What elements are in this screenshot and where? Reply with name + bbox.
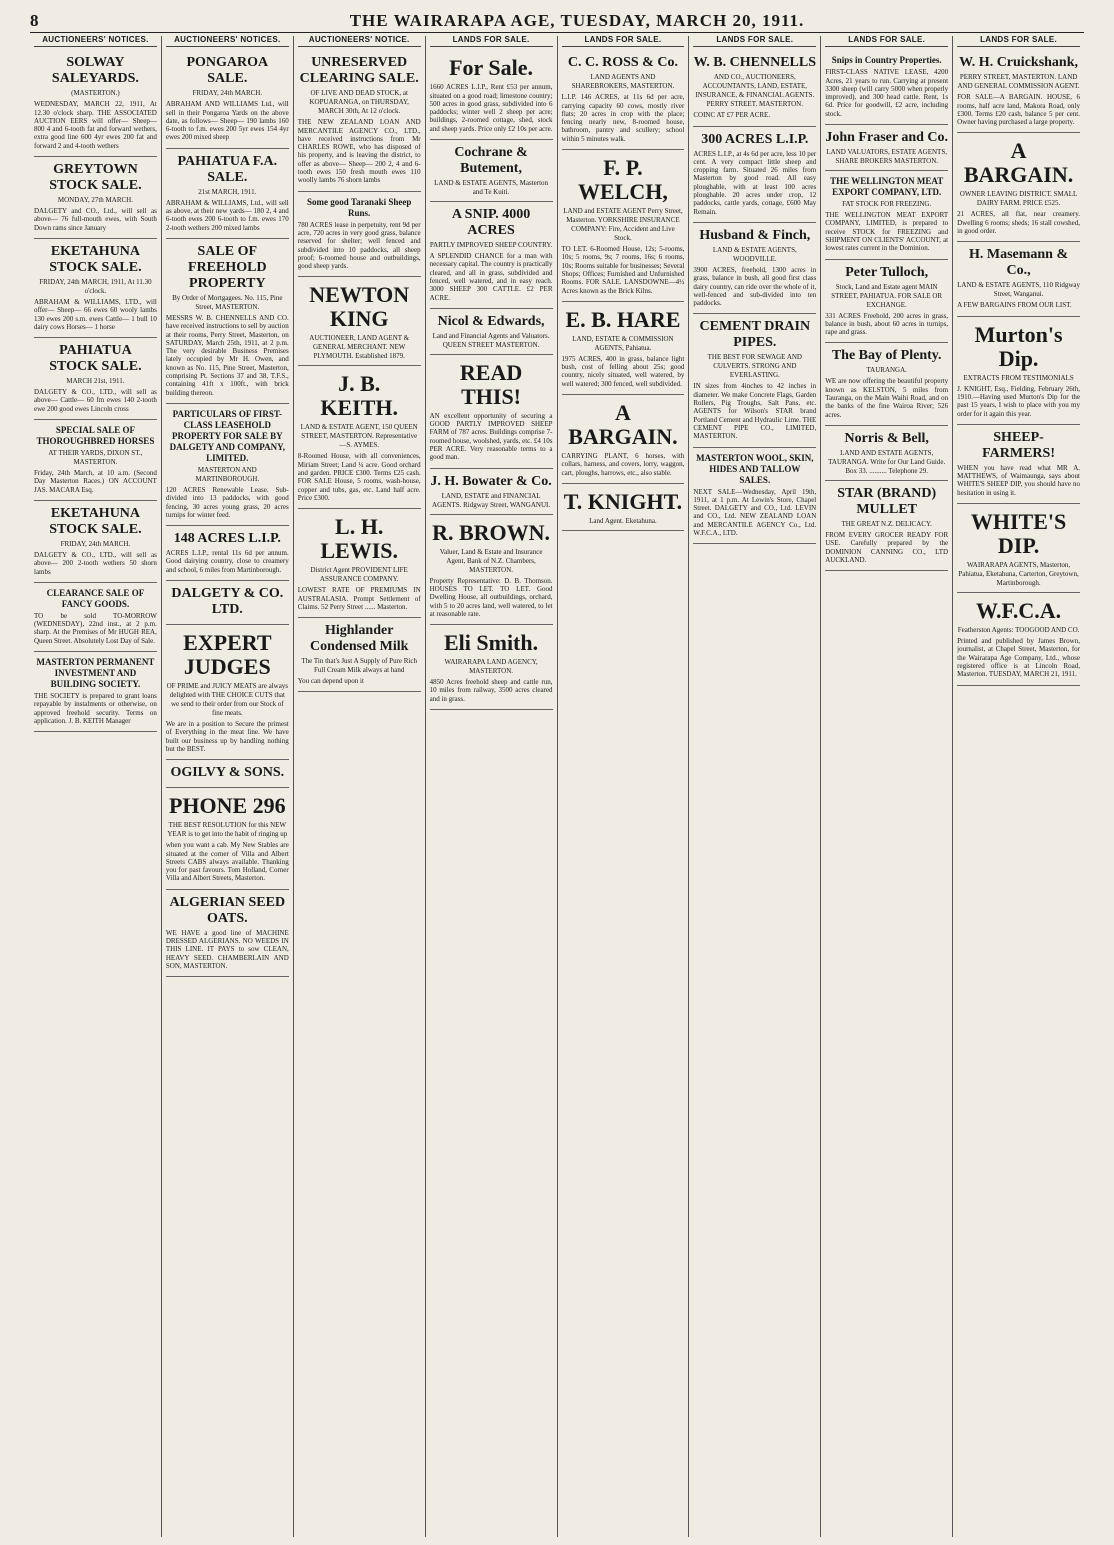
ad-body: You can depend upon it: [297, 677, 364, 686]
ad-body: COINC AT £7 PER ACRE.: [693, 111, 771, 120]
advertisement: [825, 260, 948, 344]
advertisement: [693, 127, 816, 223]
ad-body: Property Representative: D. B. Thomson. HOUSES TO LET. TO LET. Good Dwelling House, all outbuildings, orchard, with 5 to 20 acres land, well watered, to let at reasonable rate.: [429, 576, 553, 618]
ad-subheading: Land and Financial Agents and Valuators. QUEEN STREET MASTERTON.: [432, 331, 550, 349]
ad-heading: W.F.C.A.: [975, 598, 1062, 624]
ad-heading: Highlander Condensed Milk: [309, 623, 409, 655]
advertisement: [298, 50, 421, 191]
advertisement: [825, 50, 948, 125]
ad-body: L.I.P. 146 ACRES, at 11s 6d per acre, carrying capacity 60 cows, mostly river flats; 20 acres in crop with the place; fencing nearly new, 8-roomed house, bathroom, pantry and scullery; school within 5 minutes walk.: [561, 93, 685, 143]
ad-subheading: Featherston Agents: TOOGOOD AND CO.: [957, 626, 1080, 635]
ad-subheading: OWNER LEAVING DISTRICT. SMALL DAIRY FARM. PRICE £525.: [959, 190, 1078, 208]
advertisement: [34, 338, 157, 420]
ad-heading: Snips in Country Properties.: [831, 55, 942, 66]
ad-heading: A BARGAIN.: [568, 400, 678, 450]
advertisement: [957, 504, 1080, 593]
ad-body: Friday, 24th March, at 10 a.m. (Second Day Masterton Races.) ON ACCOUNT JAS. MACARA Esq.: [34, 469, 157, 494]
ad-subheading: PARTLY IMPROVED SHEEP COUNTRY.: [429, 241, 553, 250]
ad-body: LOWEST RATE OF PREMIUMS IN AUSTRALASIA. Prompt Settlement of Claims. 52 Perry Street ...... Masterton.: [297, 586, 421, 611]
ad-body: WE HAVE a good line of MACHINE DRESSED ALGERIANS. NO WEEDS IN THIS LINE. IT PAYS to sow CLEAN, HEAVY SEED. CHAMBERLAIN AND SON, MASTERTON.: [165, 928, 289, 970]
ad-body: THE WELLINGTON MEAT EXPORT COMPANY, LIMITED, is prepared to receive STOCK for FREEZING and SHIPMENT ON CLIENTS' ACCOUNT, at lowest rates current in the Dominion.: [825, 211, 949, 253]
ad-body: A SPLENDID CHANCE for a man with necessary capital. The country is practically cleared, and all in grass, subdivided and fenced, well watered, and in easy reach. 3000 SHEEP 300 CATTLE. £2 PER ACRE.: [429, 252, 553, 302]
ad-subheading: AND CO., AUCTIONEERS, ACCOUNTANTS, LAND, ESTATE, INSURANCE, & FINANCIAL AGENTS. PERRY STREET. MASTERTON.: [695, 73, 815, 109]
advertisement: [957, 425, 1080, 504]
ad-heading: WHITE'S DIP.: [970, 509, 1067, 559]
advertisement: [166, 404, 289, 526]
ad-body: Printed and published by James Brown, journalist, at Chapel Street, Masterton, for the Wairarapa Age Company, Ltd., whose registered office is at Lincoln Road, Masterton. TUESDAY, MARCH 21, 1911.: [957, 637, 1080, 679]
ad-heading: W. H. Cruickshank,: [959, 55, 1079, 71]
advertisement: [430, 625, 553, 710]
advertisement: [430, 355, 553, 469]
ad-subheading: THE BEST RESOLUTION for this NEW YEAR is to get into the habit of ringing up: [167, 821, 288, 839]
ad-body: ACRES L.I.P., at 4s 6d per acre, less 10 per cent. A very compact little sheep and cropping farm. Situated 26 miles from Masterton by good road. All easy ploughable, with at least 100 acres ploughable. 20 acres under crop, 12 paddocks, cattle yards, cottage, £600 May Remain.: [693, 149, 817, 216]
ad-body: 4850 Acres freehold sheep and cattle run, 10 miles from railway, 3500 acres cleared and in grass.: [429, 678, 553, 703]
ad-heading: Cochrane & Butement,: [454, 145, 528, 177]
advertisement: [298, 618, 421, 692]
ad-subheading: WAIRARAPA LAND AGENCY, MASTERTON.: [444, 658, 538, 676]
ad-subheading: LAND & ESTATE AGENTS, WOODVILLE.: [712, 245, 797, 263]
advertisement: [166, 788, 289, 889]
column: [294, 36, 426, 1537]
ad-subheading: OF LIVE AND DEAD STOCK, at KOPUARANGA, on THURSDAY, MARCH 30th, At 12 o'clock.: [309, 89, 409, 116]
ad-heading: 300 ACRES L.I.P.: [701, 131, 809, 147]
ad-subheading: Land Agent. Eketahuna.: [589, 516, 657, 525]
ad-heading: EKETAHUNA STOCK SALE.: [49, 505, 142, 537]
ad-subheading: (MASTERTON.): [71, 89, 120, 98]
ad-subheading: MONDAY, 27th MARCH.: [57, 196, 133, 205]
masthead: [30, 10, 1084, 33]
ad-body: WEDNESDAY, MARCH 22, 1911, At 12.30 o'clock sharp. THE ASSOCIATED AUCTION EERS will offer— Sheep— 800 4 and 6-tooth fat and forward wethers, extra good line 600 4yr ewes 200 fat and forward 2 and 4-tooth wethers: [34, 100, 157, 150]
advertisement: [430, 515, 553, 625]
column: [162, 36, 294, 1537]
advertisement: [693, 448, 816, 545]
advertisement: [957, 50, 1080, 133]
advertisement: [166, 239, 289, 404]
ad-body: AN excellent opportunity of securing a GOOD PARTLY IMPROVED SHEEP FARM of 787 acres. Buildings comprise 7-roomed house, woolshed, yards, etc. £4 10s PER ACRE. Very reasonable terms to a good man.: [429, 411, 553, 462]
advertisement: [166, 760, 289, 788]
ad-heading: E. B. HARE: [565, 306, 681, 332]
ad-body: ABRAHAM & WILLIAMS, Ltd., will sell as above, at their new yards— 180 2, 4 and 6-tooth ewes 200 6-tooth to f.m. ewes 170 2-tooth wethers 200 mixed lambs: [165, 198, 289, 232]
advertisement: [298, 366, 421, 509]
ad-heading: OGILVY & SONS.: [170, 765, 285, 781]
ad-heading: CEMENT DRAIN PIPES.: [699, 319, 811, 351]
advertisement: [825, 426, 948, 481]
ad-subheading: LAND & ESTATE AGENTS, Masterton and Te Kuiti.: [434, 179, 549, 197]
ad-body: 780 ACRES lease in perpetuity, rent 9d per acre, 720 acres in very good grass, balance reserved for shelter; well fenced and subdivided into 10 paddocks, all sheep proof; 6-roomed house and outbuildings, good sheep yards.: [297, 220, 421, 271]
ad-subheading: FRIDAY, 24th MARCH.: [60, 539, 131, 548]
ad-body: J. KNIGHT, Esq., Fielding, February 26th, 1910.—Having used Murton's Dip for the past 15 years, I wish to place with you my order for it again this year.: [957, 384, 1080, 418]
ad-heading: L. H. LEWIS.: [320, 514, 399, 564]
ad-heading: UNRESERVED CLEARING SALE.: [299, 55, 419, 87]
advertisement: [166, 890, 289, 977]
ad-body: We are in a position to Secure the primest of Everything in the meat line. We have built our business up by handling nothing but the BEST.: [165, 720, 289, 753]
ad-heading: SHEEP-FARMERS!: [982, 429, 1055, 461]
ad-subheading: LAND, ESTATE and FINANCIAL AGENTS. Ridgway Street, WANGANUI.: [432, 491, 551, 509]
column: [689, 36, 821, 1537]
ad-heading: John Fraser and Co.: [825, 130, 949, 146]
advertisement: [562, 150, 685, 302]
advertisement: [825, 343, 948, 425]
ad-subheading: LAND and ESTATE AGENT Perry Street, Masterton. YORKSHIRE INSURANCE COMPANY: Fire, Accident and Live Stock.: [563, 207, 683, 243]
ad-subheading: FAT STOCK FOR FREEZING.: [842, 200, 932, 209]
ad-heading: PAHIATUA STOCK SALE.: [49, 343, 142, 375]
advertisement: [430, 50, 553, 140]
advertisement: [34, 239, 157, 338]
page-number: 8: [30, 11, 39, 30]
ad-heading: Nicol & Edwards,: [437, 313, 545, 329]
column-header: AUCTIONEERS' NOTICES.: [34, 36, 157, 47]
ad-subheading: FRIDAY, 24th MARCH.: [192, 89, 263, 98]
ad-subheading: The Tin that's Just A Supply of Pure Rich Full Cream Milk always at hand: [301, 657, 417, 675]
ad-heading: Murton's Dip.: [974, 321, 1063, 371]
paper-title: THE WAIRARAPA AGE, TUESDAY, MARCH 20, 1911.: [349, 11, 805, 30]
ad-subheading: LAND VALUATORS, ESTATE AGENTS, SHARE BROKERS MASTERTON.: [826, 148, 947, 166]
advertisement: [693, 50, 816, 126]
ad-subheading: District Agent PROVIDENT LIFE ASSURANCE COMPANY.: [310, 566, 408, 584]
ad-subheading: AT THEIR YARDS, DIXON ST., MASTERTON.: [48, 449, 143, 467]
ad-body: ACRES L.I.P., rental 11s 6d per annum. Good dairying country, close to creamery and school, 6 miles from Martinborough.: [165, 549, 289, 574]
advertisement: [430, 140, 553, 202]
advertisement: [34, 501, 157, 583]
column: [821, 36, 953, 1537]
column-header: LANDS FOR SALE.: [957, 36, 1080, 47]
columns: [30, 36, 1084, 1537]
ad-body: A FEW BARGAINS FROM OUR LIST.: [957, 301, 1072, 310]
ad-subheading: MASTERTON AND MARTINBOROUGH.: [195, 465, 260, 483]
ad-body: DALGETY & CO., LTD., will sell as above— Cattle— 60 fm ewes 140 2-tooth ewe 200 good ewes Lincoln cross: [34, 388, 157, 413]
advertisement: [430, 202, 553, 309]
ad-body: 331 ACRES Freehold, 200 acres in grass, balance in bush, about 60 acres in turnips, rape and grass.: [825, 311, 949, 337]
ad-heading: The Bay of Plenty.: [831, 348, 942, 364]
ad-subheading: OF PRIME and JUICY MEATS are always delighted with THE CHOICE CUTS that we send to their order from our Stock of fine meats.: [166, 682, 289, 718]
ad-subheading: Valuer, Land & Estate and Insurance Agent, Bank of N.Z. Chambers, MASTERTON.: [439, 547, 543, 574]
ad-body: CARRYING PLANT, 6 horses, with collars, harness, and covers, lorry, waggon, cart, ploughs, harrows, etc., also stable.: [561, 452, 685, 477]
ad-subheading: FRIDAY, 24th MARCH, 1911, At 11.30 o'clock.: [39, 277, 152, 295]
ad-subheading: THE GREAT N.Z. DELICACY.: [841, 519, 932, 528]
ad-body: TO be sold TO-MORROW (WEDNESDAY), 22nd inst., at 2 p.m. sharp. At the Premises of Mr HUGH REA, Queen Street. Absolutely Lost Day of Sale.: [34, 611, 157, 645]
advertisement: [166, 50, 289, 148]
advertisement: [34, 157, 157, 239]
ad-body: 8-Roomed House, with all conveniences, Miriam Street; Land ¼ acre. Good orchard and garden. PRICE £300. Terms £25 cash. FOR SALE House, 5 rooms, wash-house, copper and tubs, gas, etc. Land half acre. Price £300.: [297, 452, 421, 502]
column: [426, 36, 558, 1537]
ad-body: 21 ACRES, all flat, near creamery. Dwelling 6 rooms; sheds; 16 stall cowshed, in good order.: [957, 210, 1080, 236]
ad-heading: READ THIS!: [459, 359, 523, 409]
ad-heading: PONGAROA SALE.: [186, 55, 269, 87]
ad-heading: Eli Smith.: [443, 630, 539, 656]
advertisement: [430, 469, 553, 515]
advertisement: [34, 50, 157, 157]
advertisement: [562, 484, 685, 531]
ad-body: NEXT SALE—Wednesday, April 19th, 1911, at 1 p.m. At Lewin's Store, Chapel Street. DALGETY and CO., Ltd. LEVIN and CO., Ltd. NEW ZEALAND LOAN and MERCANTILE AGENCY Co., Ltd. W.F.C.A., LTD.: [693, 487, 817, 538]
ad-heading: ALGERIAN SEED OATS.: [169, 894, 286, 926]
ad-heading: T. KNIGHT.: [563, 488, 683, 514]
advertisement: [562, 50, 685, 150]
ad-heading: Peter Tulloch,: [845, 264, 929, 280]
ad-heading: SOLWAY SALEYARDS.: [51, 55, 139, 87]
advertisement: [825, 481, 948, 571]
ad-body: DALGETY & CO., LTD., will sell as above— 200 2-tooth wethers 50 shorn lambs: [34, 550, 157, 576]
ad-heading: R. BROWN.: [432, 519, 551, 545]
ad-subheading: MARCH 21st, 1911.: [66, 377, 125, 386]
ad-heading: Husband & Finch,: [699, 227, 811, 243]
ad-body: 1975 ACRES, 400 in grass, balance light bush, cost of felling about 25s; good country, nicely situated, well watered, by well watered; 300 fenced, well subdivided.: [561, 354, 685, 388]
ad-heading: PAHIATUA F.A. SALE.: [177, 153, 278, 185]
ad-subheading: Stock, Land and Estate agent MAIN STREET, PAHIATUA. FOR SALE OR EXCHANGE.: [831, 282, 943, 309]
advertisement: [693, 223, 816, 314]
ad-heading: W. B. CHENNELLS: [693, 55, 817, 71]
advertisement: [166, 625, 289, 760]
ad-body: 120 ACRES Renewable Lease. Sub-divided into 13 paddocks, with good fencing, 30 acres young grass, 20 acres turnips for winter feed.: [165, 485, 289, 519]
ad-heading: SPECIAL SALE OF THOROUGHBRED HORSES: [36, 425, 155, 447]
ad-heading: J. H. Bowater & Co.: [430, 473, 552, 489]
ad-heading: F. P. WELCH,: [578, 155, 668, 205]
ad-subheading: EXTRACTS FROM TESTIMONIALS: [963, 373, 1074, 382]
ad-subheading: LAND, ESTATE & COMMISSION AGENTS, Pahiatua.: [572, 334, 674, 352]
ad-body: IN sizes from 4inches to 42 inches in diameter. We make Concrete Flags, Garden Rollers, Pig Troughs, Salt Pans, etc. AGENTS for Wilson's STAR brand Portland Cement and Hydraulic Lime. THE CEMENT PIPE CO., LIMITED, MASTERTON.: [693, 382, 817, 441]
advertisement: [562, 395, 685, 484]
column-header: LANDS FOR SALE.: [430, 36, 553, 47]
ad-heading: CLEARANCE SALE OF FANCY GOODS.: [46, 587, 145, 609]
ad-heading: A SNIP. 4000 ACRES: [451, 207, 531, 239]
ad-heading: Norris & Bell,: [844, 430, 929, 446]
advertisement: [298, 509, 421, 618]
ad-heading: PARTICULARS OF FIRST-CLASS LEASEHOLD PROPERTY FOR SALE BY DALGETY AND COMPANY, LIMITED.: [169, 408, 286, 463]
ad-subheading: AUCTIONEER, LAND AGENT & GENERAL MERCHANT. NEW PLYMOUTH. Established 1879.: [309, 334, 410, 361]
ad-subheading: WAIRARAPA AGENTS, Masterton, Pahiatua, Eketahuna, Carterton, Greytown, Martinborough.: [958, 561, 1079, 588]
advertisement: [34, 652, 157, 732]
ad-heading: EKETAHUNA STOCK SALE.: [49, 243, 142, 275]
ad-heading: GREYTOWN STOCK SALE.: [49, 162, 142, 194]
column: [953, 36, 1084, 1537]
advertisement: [166, 581, 289, 625]
ad-body: when you want a cab. My New Stables are situated at the corner of Villa and Albert Streets CABS always available. Thanking you for past favours. Tom Holland, Corner Villa and Albert Streets, Masterton.: [165, 841, 289, 883]
ad-heading: For Sale.: [449, 55, 534, 81]
ad-heading: PHONE 296: [168, 793, 286, 819]
column: [558, 36, 690, 1537]
ad-heading: EXPERT JUDGES: [183, 630, 272, 680]
column: [30, 36, 162, 1537]
ad-body: FIRST-CLASS NATIVE LEASE, 4200 Acres, 21 years to run. Carrying at present 3300 sheep (will carry 5000 when properly improved), and 300 head cattle. Rent, 1s 6d. Price for goodwill, £2 acre, including stock.: [825, 68, 949, 118]
ad-subheading: THE BEST FOR SEWAGE AND CULVERTS. STRONG AND EVERLASTING.: [707, 353, 802, 380]
advertisement: [430, 309, 553, 355]
advertisement: [34, 420, 157, 501]
column-header: LANDS FOR SALE.: [825, 36, 948, 47]
ad-subheading: LAND & ESTATE AGENT, 150 QUEEN STREET, MASTERTON. Representative—S. AYMES.: [300, 423, 418, 450]
ad-body: FOR SALE—A BARGAIN. HOUSE, 6 rooms, half acre land, Makora Road, only £300. Terms £20 cash, balance 5 per cent. Owner having purchased a large property.: [957, 93, 1080, 127]
column-header: LANDS FOR SALE.: [562, 36, 685, 47]
ad-heading: A BARGAIN.: [963, 138, 1074, 188]
ad-body: MESSRS W. B. CHENNELLS AND CO. have received instructions to sell by auction at their rooms, Perry Street, Masterton, on SATURDAY, March 25th, 1911, at 2 p.m. The very desirable Business Premises lately occupied by Mr H. Owen, and known as No. 115, Pine Street, Masterton, comprising Pt. Sections 37 and 38, T.F.S., containing 41ft x 100ft., with brick building thereon.: [165, 313, 289, 397]
ad-subheading: 21st MARCH, 1911.: [198, 187, 257, 196]
ad-body: ABRAHAM & WILLIAMS, LTD., will offer— Sheep— 66 ewes 60 wooly lambs 130 ewes 200 s.m. ewes Cattle— 1 bull 10 dairy cows Horses— 1 horse: [34, 297, 157, 331]
ad-heading: 148 ACRES L.I.P.: [173, 531, 281, 547]
ad-body: THE SOCIETY is prepared to grant loans repayable by instalments or otherwise, on approved freehold security. Terms on application. J. B. KEITH Manager: [34, 692, 157, 725]
ad-heading: Some good Taranaki Sheep Runs.: [307, 196, 412, 218]
advertisement: [693, 314, 816, 447]
advertisement: [562, 302, 685, 395]
advertisement: [957, 317, 1080, 425]
advertisement: [957, 133, 1080, 242]
ad-body: THE NEW ZEALAND LOAN AND MERCANTILE AGENCY CO., LTD., have received instructions from Mr CHARLES ROWE, who has disposed of his property, and is leaving the district, to offer as above— Sheep— 200 2, 4 and 6-tooth ewes 150 fresh mouth ewes 110 woolly lambs 76 shorn lambs: [297, 118, 421, 185]
column-header: AUCTIONEERS' NOTICES.: [166, 36, 289, 47]
ad-heading: DALGETY & CO. LTD.: [171, 586, 284, 618]
ad-subheading: LAND AGENTS AND SHAREBROKERS, MASTERTON.: [571, 73, 675, 91]
ad-heading: NEWTON KING: [309, 282, 410, 332]
advertisement: [298, 277, 421, 366]
ad-body: TO LET. 6-Roomed House, 12s; 5-rooms, 10s; 5 rooms, 9s; 7 rooms, 16s; 6 rooms, 10s; Rooms suitable for businesses; Several Shops; Offices; Furnished and Unfurnished Rooms. FOR SALE. LANSDOWNE—4½ Acres known as the Brick Kilns.: [561, 245, 685, 295]
ad-body: 3900 ACRES, freehold, 1300 acres in grass, balance in bush, all good first class dairy country, can ride over the whole of it, well-fenced and sub-divided into ten paddocks.: [693, 265, 817, 308]
ad-subheading: PERRY STREET, MASTERTON. LAND AND GENERAL COMMISSION AGENT.: [957, 73, 1080, 91]
advertisement: [34, 583, 157, 652]
advertisement: [166, 149, 289, 239]
ad-heading: C. C. ROSS & Co.: [567, 55, 678, 71]
ad-body: 1660 ACRES L.I.P., Rent £53 per annum, situated on a good road; limestone country; 500 acres in good grass, subdivided into 6 paddocks; winter well 2 sheep per acre; buildings, 2-roomed cottage, shed, stock and sheep yards. Price only £2 10s per acre.: [429, 83, 553, 133]
ad-heading: MASTERTON WOOL, SKIN, HIDES AND TALLOW SALES.: [696, 452, 814, 485]
ad-body: DALGETY and CO., Ltd., will sell as above— 76 full-mouth ewes, with South Down rams since January: [34, 207, 157, 232]
ad-subheading: By Order of Mortgagees. No. 115, Pine Street, MASTERTON.: [172, 293, 283, 311]
ad-subheading: LAND & ESTATE AGENTS, 110 Ridgway Street, Wanganui.: [957, 281, 1080, 299]
ad-body: FROM EVERY GROCER READY FOR USE. Carefully prepared by the DOMINION CANNING CO., LTD AUCKLAND.: [825, 530, 949, 564]
advertisement: [825, 171, 948, 259]
ad-heading: MASTERTON PERMANENT INVESTMENT AND BUILDING SOCIETY.: [36, 657, 155, 690]
ad-heading: SALE OF FREEHOLD PROPERTY: [188, 243, 267, 291]
advertisement: [166, 526, 289, 581]
ad-heading: J. B. KEITH.: [320, 371, 398, 421]
ad-heading: H. Masemann & Co.,: [968, 247, 1069, 279]
ad-body: ABRAHAM AND WILLIAMS Ltd., will sell in their Pongaroa Yards on the above date, as follows— Sheep— 190 lambs 160 6-tooth to f.m. ewes 200 5yr ewes 154 4yr ewes 200 mixed sheep: [165, 100, 289, 142]
ad-heading: THE WELLINGTON MEAT EXPORT COMPANY, LTD.: [830, 176, 944, 198]
column-header: LANDS FOR SALE.: [693, 36, 816, 47]
ad-subheading: TAURANGA.: [866, 366, 907, 375]
advertisement: [957, 242, 1080, 316]
ad-heading: STAR (BRAND) MULLET: [837, 485, 937, 517]
advertisement: [298, 192, 421, 278]
advertisement: [825, 125, 948, 171]
advertisement: [957, 593, 1080, 685]
column-header: AUCTIONEERS' NOTICE.: [298, 36, 421, 47]
ad-subheading: LAND AND ESTATE AGENTS, TAURANGA. Write for Our Land Guide. Box 33. .......... Telephone 29.: [828, 448, 946, 475]
ad-body: WHEN you have read what MR A. MATTHEWS, of Waimaunga, says about WHITE'S SHEEP DIP, you should have no hesitation in using it.: [957, 463, 1080, 497]
ad-body: WE are now offering the beautiful property known as KELSTON, 5 miles from Tauranga, on the Main Waihi Road, and on the banks of the fine Wairoa River; 526 acres.: [825, 377, 949, 419]
